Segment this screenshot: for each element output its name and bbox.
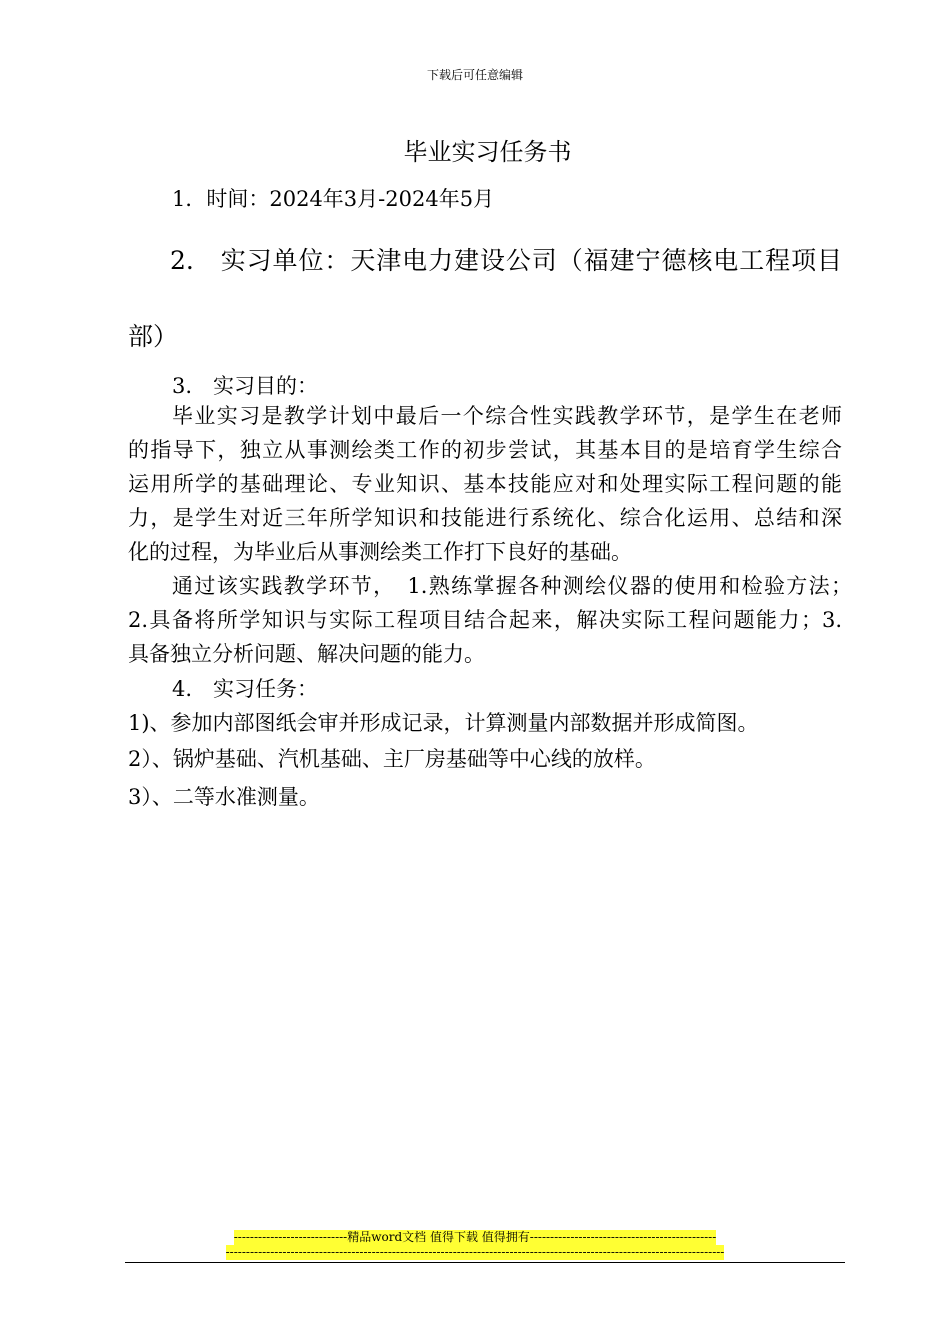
paragraph-line: 通过该实践教学环节， 1.熟练掌握各种测绘仪器的使用和检验方法； xyxy=(172,574,852,598)
footer-banner xyxy=(0,1230,950,1245)
item-4-heading: 4. 实习任务： xyxy=(172,677,319,701)
footer-dash-row xyxy=(0,1245,950,1260)
paragraph-line: 运用所学的基础理论、专业知识、基本技能应对和处理实际工程问题的能 xyxy=(128,472,842,496)
paragraph-line: 化的过程，为毕业后从事测绘类工作打下良好的基础。 xyxy=(128,540,632,564)
footer-banner-line-1: ----------------------------精品word文档 值得下载 值得拥有---------------------------------------------- xyxy=(233,1230,717,1244)
item-3-heading: 3. 实习目的： xyxy=(172,374,319,398)
paragraph-line: 的指导下，独立从事测绘类工作的初步尝试，其基本目的是培育学生综合 xyxy=(128,438,842,462)
paragraph-line: 具备独立分析问题、解决问题的能力。 xyxy=(128,642,485,666)
list-item: 3）、二等水准测量。 xyxy=(128,785,320,809)
list-item: 1)、参加内部图纸会审并形成记录，计算测量内部数据并形成简图。 xyxy=(128,711,759,735)
item-1-time: 1．时间：2024年3月-2024年5月 xyxy=(172,187,495,211)
page-header-note: 下载后可任意编辑 xyxy=(426,68,523,82)
document-title: 毕业实习任务书 xyxy=(403,138,572,166)
item-2-unit-line-1: 2. 实习单位：天津电力建设公司（福建宁德核电工程项目 xyxy=(170,246,842,275)
footer-rule xyxy=(125,1262,845,1263)
paragraph-line: 毕业实习是教学计划中最后一个综合性实践教学环节，是学生在老师 xyxy=(172,404,842,428)
list-item: 2）、锅炉基础、汽机基础、主厂房基础等中心线的放样。 xyxy=(128,747,656,771)
paragraph-line: 2.具备将所学知识与实际工程项目结合起来，解决实际工程问题能力；3. xyxy=(128,608,842,632)
item-2-unit-line-2: 部） xyxy=(128,322,179,351)
paragraph-line: 力，是学生对近三年所学知识和技能进行系统化、综合化运用、总结和深 xyxy=(128,506,842,530)
footer-banner-line-2: --------------------------------------------------------------------------------------------------------------------------- xyxy=(225,1245,725,1259)
